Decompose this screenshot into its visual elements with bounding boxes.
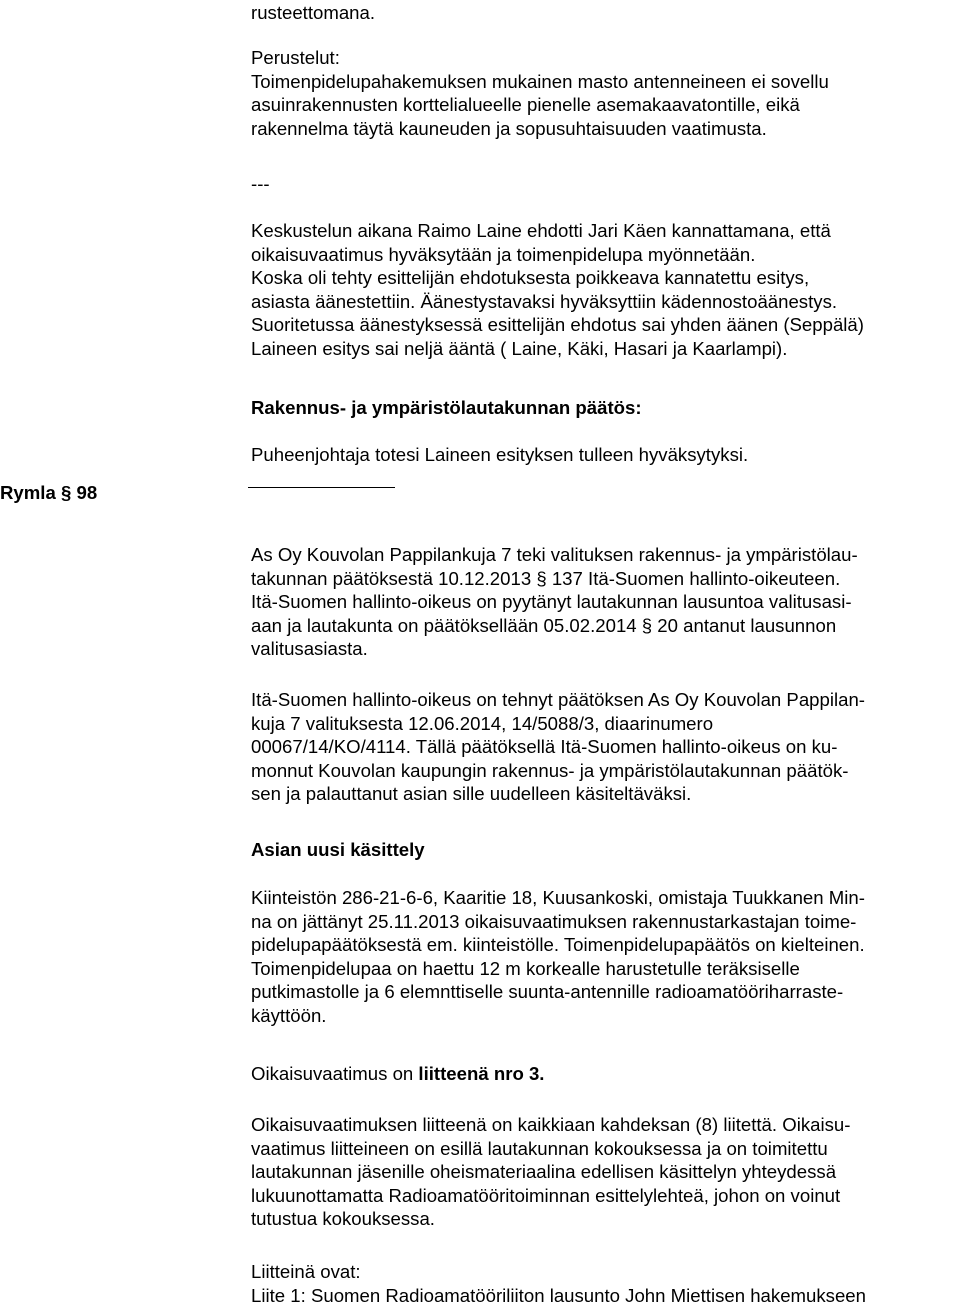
text-line: Itä-Suomen hallinto-oikeus on pyytänyt lautakunnan lausuntoa valitusasi- [251,591,852,613]
text-line: Suoritetussa äänestyksessä esittelijän ehdotus sai yhden äänen (Seppälä) [251,314,864,336]
text-line: Keskustelun aikana Raimo Laine ehdotti Jari Käen kannattamana, että [251,220,831,241]
section-label [0,481,97,505]
text-line: kuja 7 valituksesta 12.06.2014, 14/5088/3, diaarinumero [251,712,714,734]
paatos-text [251,443,959,467]
text-line: Oikaisuvaatimuksen liitteenä on kaikkiaan kahdeksan (8) liitettä. Oikaisu- [251,1114,851,1135]
section-label-text: Rymla § 98 [0,482,98,503]
text-line: lukuunottamatta Radioamatööritoiminnan esittelylehteä, johon on voinut [251,1184,841,1206]
liite-reference: liitteenä nro 3. [418,1063,545,1084]
liitteet-paragraph [251,1113,959,1231]
text-line: lautakunnan jäsenille oheismateriaalina edellisen käsittelyn yhteydessä [251,1161,837,1183]
liitteina-label: Liitteinä ovat: [251,1261,361,1282]
heading-text: Asian uusi käsittely [251,839,425,860]
text-line: Liite 1: Suomen Radioamatööriliiton lausunto John Miettisen hakemukseen [251,1284,866,1306]
heading-text: Rakennus- ja ympäristölautakunnan päätös: [251,397,642,418]
valitus-paragraph [251,543,959,661]
text-line: monnut Kouvolan kaupungin rakennus- ja ympäristölautakunnan päätök- [251,759,849,781]
separator-dashes [251,172,959,196]
text-line: vaatimus liitteineen on esillä lautakunnan kokouksessa ja on toimitettu [251,1137,828,1159]
perustelut-label: Perustelut: [251,47,340,68]
kiinteisto-paragraph [251,886,959,1028]
perustelut-paragraph [251,46,959,140]
liite-prefix: Oikaisuvaatimus on [251,1063,419,1084]
text-line: Koska oli tehty esittelijän ehdotuksesta poikkeava kannatettu esitys, [251,267,810,289]
text-line: aan ja lautakunta on päätöksellään 05.02.2014 § 20 antanut lausunnon [251,614,837,636]
paatos-heading [251,396,959,420]
dashes-text: --- [251,173,270,194]
text-line: valitusasiasta. [251,638,368,660]
text-line: tutustua kokouksessa. [251,1208,435,1230]
text-line: takunnan päätöksestä 10.12.2013 § 137 Itä-Suomen hallinto-oikeuteen. [251,567,841,589]
text-line: Kiinteistön 286-21-6-6, Kaaritie 18, Kuusankoski, omistaja Tuukkanen Min- [251,887,865,908]
text-line: asuinrakennusten korttelialueelle pienelle asemakaavatontille, eikä [251,94,800,116]
text-line: putkimastolle ja 6 elemnttiselle suunta-antennille radioamatööriharraste- [251,981,844,1003]
text-line: rusteettomana. [251,2,376,23]
horizontal-rule [248,487,395,488]
uusi-kasittely-heading [251,838,959,862]
text-line: As Oy Kouvolan Pappilankuja 7 teki valituksen rakennus- ja ympäristölau- [251,544,858,565]
text-line: oikaisuvaatimus hyväksytään ja toimenpidelupa myönnetään. [251,243,756,265]
text-line: asiasta äänestettiin. Äänestystavaksi hyväksyttiin kädennostoäänestys. [251,290,838,312]
text-line [251,1062,959,1086]
text-line: Toimenpidelupahakemuksen mukainen masto antenneineen ei sovellu [251,70,829,92]
continuation-text [251,1,959,25]
hallinto-paragraph [251,688,959,806]
text-line: Itä-Suomen hallinto-oikeus on tehnyt päätöksen As Oy Kouvolan Pappilan- [251,689,865,710]
liitteina-paragraph [251,1260,959,1307]
text-line: na on jättänyt 25.11.2013 oikaisuvaatimuksen rakennustarkastajan toime- [251,910,857,932]
text-line: rakennelma täytä kauneuden ja sopusuhtaisuuden vaatimusta. [251,117,767,139]
text-line: Puheenjohtaja totesi Laineen esityksen tulleen hyväksytyksi. [251,444,749,465]
text-line: Laineen esitys sai neljä ääntä ( Laine, Käki, Hasari ja Kaarlampi). [251,337,788,359]
liite-paragraph [251,1062,959,1086]
text-line: käyttöön. [251,1004,327,1026]
text-line: sen ja palauttanut asian sille uudelleen käsiteltäväksi. [251,783,692,805]
text-line: 00067/14/KO/4114. Tällä päätöksellä Itä-Suomen hallinto-oikeus on ku- [251,736,838,758]
text-line: pidelupapäätöksestä em. kiinteistölle. Toimenpidelupapäätös on kielteinen. [251,934,865,956]
text-line: Toimenpidelupaa on haettu 12 m korkealle harustetulle teräksiselle [251,957,800,979]
keskustelu-paragraph [251,219,959,361]
